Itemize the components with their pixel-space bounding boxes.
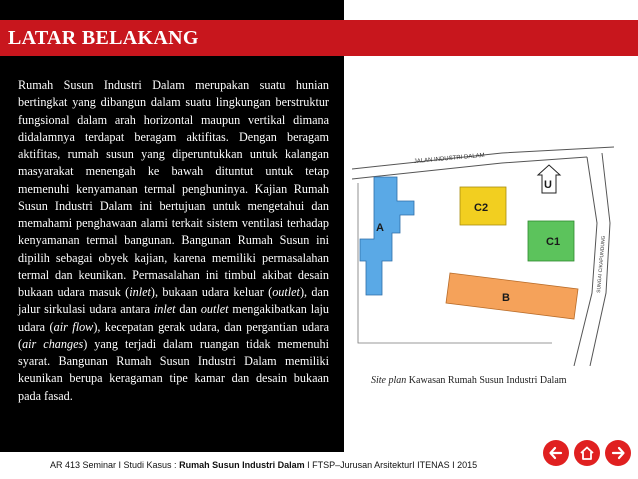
body-italic-term: air changes: [22, 336, 84, 351]
footer-suffix: I FTSP–Jurusan ArsitekturI ITENAS I 2015: [304, 460, 478, 470]
home-button[interactable]: [574, 440, 600, 466]
home-icon: [579, 445, 595, 461]
body-text-segment: Rumah Susun Industri Dalam merupakan suatu hunian bertingkat yang dibangun dalam suatu lingkungan berstruktur fungsional dalam arah horizontal maupun vertikal dimana didalamnya terdapat beragam aktifitas. Dengan beragam aktifitas, rumah susun yang diperuntukkan untuk kalangan masyarakat menengah ke bawah dituntut untuk tetap memenuhi kenyamanan termal penghuninya. Kajian Rumah Susun Industri Dalam ini bertujuan untuk mengetahui dan memahami penghawaan alami terkait sistem ventilasi terhadap kenyamanan termal bangunan. Bangunan Rumah Susun ini dipilih sebagai obyek kajian, karena memiliki permasalahan termal dan keunikan. Permasalahan ini timbul akibat desain bukaan udara masuk (: [18, 78, 329, 299]
side-road-label: SUNGAI CIKAPUNDUNG: [596, 235, 608, 294]
footer-prefix: AR 413 Seminar I Studi Kasus :: [50, 460, 180, 470]
body-italic-term: outlet: [272, 285, 300, 299]
body-italic-term: inlet: [129, 285, 151, 299]
next-button[interactable]: [605, 440, 631, 466]
image-caption: [371, 375, 611, 386]
body-text-segment: mengakibatkan laju udara (: [18, 302, 329, 334]
body-text-segment: ) yang terjadi dalam ruangan tidak memenuhi syarat. Bangunan Rumah Susun Industri Dalam memiliki keunikan berupa keragaman tipe kamar dan desain bukaan pada fasad.: [18, 336, 329, 403]
body-italic-term: outlet: [200, 302, 229, 317]
caption-rest: Kawasan Rumah Susun Industri Dalam: [406, 375, 567, 386]
body-text-segment: ), dan jalur sirkulasi udara antara: [18, 285, 330, 317]
block-c2-label: C2: [474, 202, 489, 214]
body-text-segment: ), kecepatan gerak udara, dan pergantian udara (: [18, 319, 330, 351]
road-label: JALAN INDUSTRI DALAM: [413, 152, 485, 165]
north-label: U: [544, 179, 552, 191]
body-paragraph: [18, 77, 329, 405]
footer-bold: Rumah Susun Industri Dalam: [179, 460, 305, 470]
arrow-left-icon: [548, 445, 564, 461]
arrow-right-icon: [610, 445, 626, 461]
block-c1-label: C1: [546, 236, 561, 248]
body-text-segment: ), bukaan udara keluar (: [150, 285, 273, 299]
block-b-label: B: [502, 292, 510, 304]
site-plan-image: [352, 143, 614, 366]
prev-button[interactable]: [543, 440, 569, 466]
body-italic-term: air flow: [53, 319, 94, 334]
body-text-segment: dan: [175, 302, 201, 317]
footer-text: [50, 460, 477, 470]
body-italic-term: inlet: [153, 302, 176, 317]
slide-title: LATAR BELAKANG: [8, 27, 199, 49]
caption-italic: Site plan: [371, 375, 407, 386]
block-a-label: A: [376, 222, 384, 234]
